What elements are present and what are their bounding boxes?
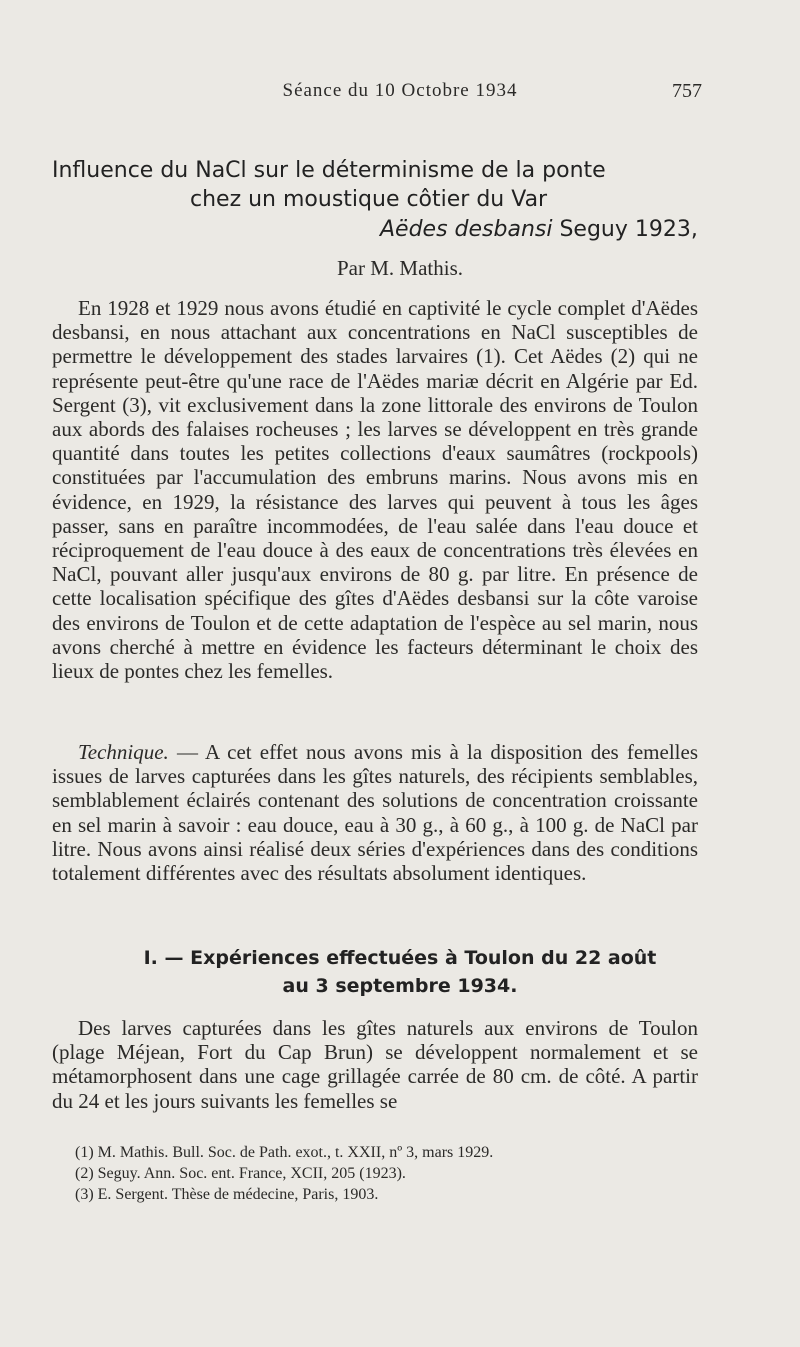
technique-lead: Technique. xyxy=(78,740,169,764)
technique-text: — A cet effet nous avons mis à la disposition des femelles issues de larves capturées dans les gîtes naturels, des récipients semblables, semblablement éclairés contenant des solutions de concentration croissante en sel marin à savoir : eau douce, eau à 30 g., à 60 g., à 100 g. de NaCl par litre. Nous avons ainsi réalisé deux séries d'expériences dans des conditions totalement différentes avec des résultats absolument identiques. xyxy=(52,740,698,886)
footnotes xyxy=(75,1142,715,1205)
page-number: 757 xyxy=(672,80,702,102)
running-title: Séance du 10 Octobre 1934 xyxy=(282,80,518,101)
paragraph-experiment: Des larves capturées dans les gîtes naturels aux environs de Toulon (plage Méjean, Fort du Cap Brun) se développent normalement et se métamorphosent dans une cage grillagée carrée de 80 cm. de côté. A partir du 24 et les jours suivants les femelles se xyxy=(52,1016,698,1113)
section-heading-line-2: au 3 septembre 1934. xyxy=(282,975,518,997)
paragraph-intro: En 1928 et 1929 nous avons étudié en captivité le cycle complet d'Aëdes desbansi, en nous attachant aux concentrations en NaCl susceptibles de permettre le développement des stades larvaires (1). Cet Aëdes (2) qui ne représente peut-être qu'une race de l'Aëdes mariæ décrit en Algérie par Ed. Sergent (3), vit exclusivement dans la zone littorale des environs de Toulon aux abords des falaises rocheuses ; les larves se développent en très grande quantité dans toutes les petites collections d'eaux saumâtres (rockpools) constituées par l'accumulation des embruns marins. Nous avons mis en évidence, en 1929, la résistance des larves qui peuvent à tous les âges passer, sans en paraître incommodées, de l'eau salée dans l'eau douce et réciproquement de l'eau douce à des eaux de concentrations très élevées en NaCl, pouvant aller jusqu'aux environs de 80 g. par litre. En présence de cette localisation spécifique des gîtes d'Aëdes desbansi sur la côte varoise des environs de Toulon et de cette adaptation de l'espèce au sel marin, nous avons cherché à mettre en évidence les facteurs déterminant le choix des lieux de pontes chez les femelles. xyxy=(52,296,698,684)
paragraph-technique xyxy=(52,740,698,885)
species-author-year: Seguy 1923, xyxy=(552,217,698,242)
footnote-3: (3) E. Sergent. Thèse de médecine, Paris, 1903. xyxy=(75,1186,379,1203)
footnote-1: (1) M. Mathis. Bull. Soc. de Path. exot., t. XXII, nº 3, mars 1929. xyxy=(75,1144,494,1161)
species-name: Aëdes desbansi xyxy=(380,217,553,242)
section-heading xyxy=(0,944,800,1000)
article-title-line-2: chez un moustique côtier du Var xyxy=(190,187,548,212)
article-title-line-3 xyxy=(380,217,800,242)
running-head xyxy=(0,80,800,110)
section-heading-line-1: I. — Expériences effectuées à Toulon du 22 août xyxy=(143,947,657,969)
article-title-line-1: Influence du NaCl sur le déterminisme de la ponte xyxy=(52,158,606,183)
footnote-2: (2) Seguy. Ann. Soc. ent. France, XCII, 205 (1923). xyxy=(75,1165,406,1182)
author-byline: Par M. Mathis. xyxy=(337,256,463,280)
